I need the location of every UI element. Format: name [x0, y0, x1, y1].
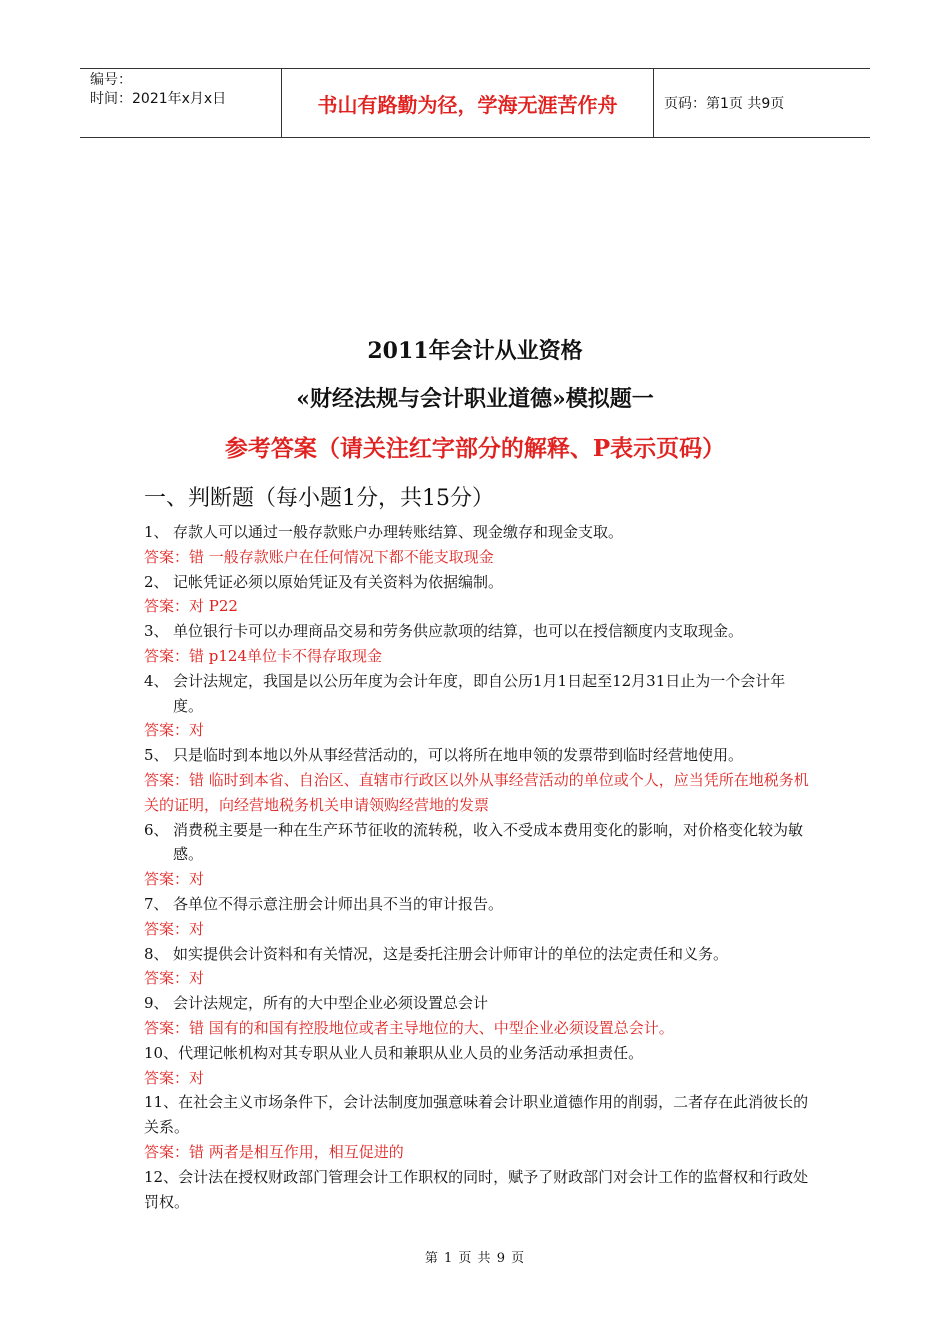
question-number: 6、: [144, 820, 169, 839]
answer-text: 答案：对: [144, 721, 205, 740]
question-text: 会计法规定，所有的大中型企业必须设置总会计: [173, 994, 489, 1013]
answer-text: 答案：错 临时到本省、自治区、直辖市行政区以外从事经营活动的单位或个人，应当凭所在地税务机关的证明，向经营地税务机关申请领购经营地的发票: [144, 770, 809, 814]
question-number: 10、: [144, 1043, 179, 1062]
question-item: [144, 669, 812, 719]
question-item: [144, 991, 812, 1016]
question-number: 7、: [144, 894, 169, 913]
question-text: 存款人可以通过一般存款账户办理转账结算、现金缴存和现金支取。: [173, 523, 624, 541]
answer-text: 答案：错 p124单位卡不得存取现金: [144, 646, 383, 665]
question-item: [144, 942, 812, 967]
answer-text: 答案：对: [144, 870, 205, 889]
question-item: [144, 743, 812, 768]
answer-text: 答案：错 国有的和国有控股地位或者主导地位的大、中型企业必须设置总会计。: [144, 1018, 674, 1037]
question-item: [144, 818, 812, 868]
question-item: [144, 1165, 812, 1215]
question-number: 11、: [144, 1093, 179, 1112]
header-meta: [80, 69, 282, 137]
question-number: 5、: [144, 746, 169, 765]
question-text: 如实提供会计资料和有关情况，这是委托注册会计师审计的单位的法定责任和义务。: [173, 944, 729, 963]
question-text: 各单位不得示意注册会计师出具不当的审计报告。: [173, 894, 504, 913]
question-text: 会计法在授权财政部门管理会计工作职权的同时，赋予了财政部门对会计工作的监督权和行政处罚权。: [144, 1167, 809, 1211]
question-text: 单位银行卡可以办理商品交易和劳务供应款项的结算，也可以在授信额度内支取现金。: [173, 622, 744, 641]
doc-title: 2011年会计从业资格: [367, 338, 583, 364]
answer-text: 答案：错 一般存款账户在任何情况下都不能支取现金: [144, 547, 494, 566]
doc-subtitle: «财经法规与会计职业道德»模拟题一: [296, 386, 654, 412]
answer-text: 答案：对: [144, 969, 205, 988]
question-text: 会计法规定，我国是以公历年度为会计年度，即自公历1月1日起至12月31日止为一个会计年度。: [173, 671, 786, 715]
question-text: 在社会主义市场条件下，会计法制度加强意味着会计职业道德作用的削弱，二者存在此消彼长的关系。: [144, 1093, 809, 1137]
question-number: 9、: [144, 994, 169, 1013]
header-page-code: 页码：第1页 共9页: [664, 96, 785, 112]
header-motto: 书山有路勤为径，学海无涯苦作舟: [282, 69, 654, 137]
question-text: 代理记帐机构对其专职从业人员和兼职从业人员的业务活动承担责任。: [178, 1043, 644, 1062]
question-text: 消费税主要是一种在生产环节征收的流转税，收入不受成本费用变化的影响，对价格变化较为敏感。: [173, 820, 804, 864]
page-header: [80, 68, 870, 138]
question-item: [144, 520, 812, 545]
question-item: [144, 1041, 812, 1066]
question-text: 记帐凭证必须以原始凭证及有关资料为依据编制。: [173, 572, 504, 591]
answer-key-heading: 参考答案（请关注红字部分的解释、P表示页码）: [224, 435, 726, 462]
question-number: 2、: [144, 572, 169, 591]
question-number: 1、: [144, 523, 169, 541]
question-text: 只是临时到本地以外从事经营活动的，可以将所在地申领的发票带到临时经营地使用。: [173, 746, 744, 765]
answer-text: 答案：错 两者是相互作用，相互促进的: [144, 1142, 404, 1161]
question-item: [144, 570, 812, 595]
serial-label: 编号：: [90, 72, 132, 88]
page-footer: 第 1 页 共 9 页: [424, 1251, 526, 1266]
question-number: 12、: [144, 1167, 179, 1186]
answer-text: 答案：对 P22: [144, 597, 238, 616]
question-number: 4、: [144, 671, 169, 690]
question-item: [144, 892, 812, 917]
question-number: 8、: [144, 944, 169, 963]
question-list: [144, 520, 812, 1214]
answer-text: 答案：对: [144, 919, 205, 938]
question-item: [144, 1090, 812, 1140]
question-item: [144, 619, 812, 644]
answer-text: 答案：对: [144, 1068, 205, 1087]
question-number: 3、: [144, 622, 169, 641]
time-label: 时间：2021年x月x日: [90, 91, 227, 107]
section-heading: 一、判断题（每小题1分，共15分）: [144, 486, 494, 511]
